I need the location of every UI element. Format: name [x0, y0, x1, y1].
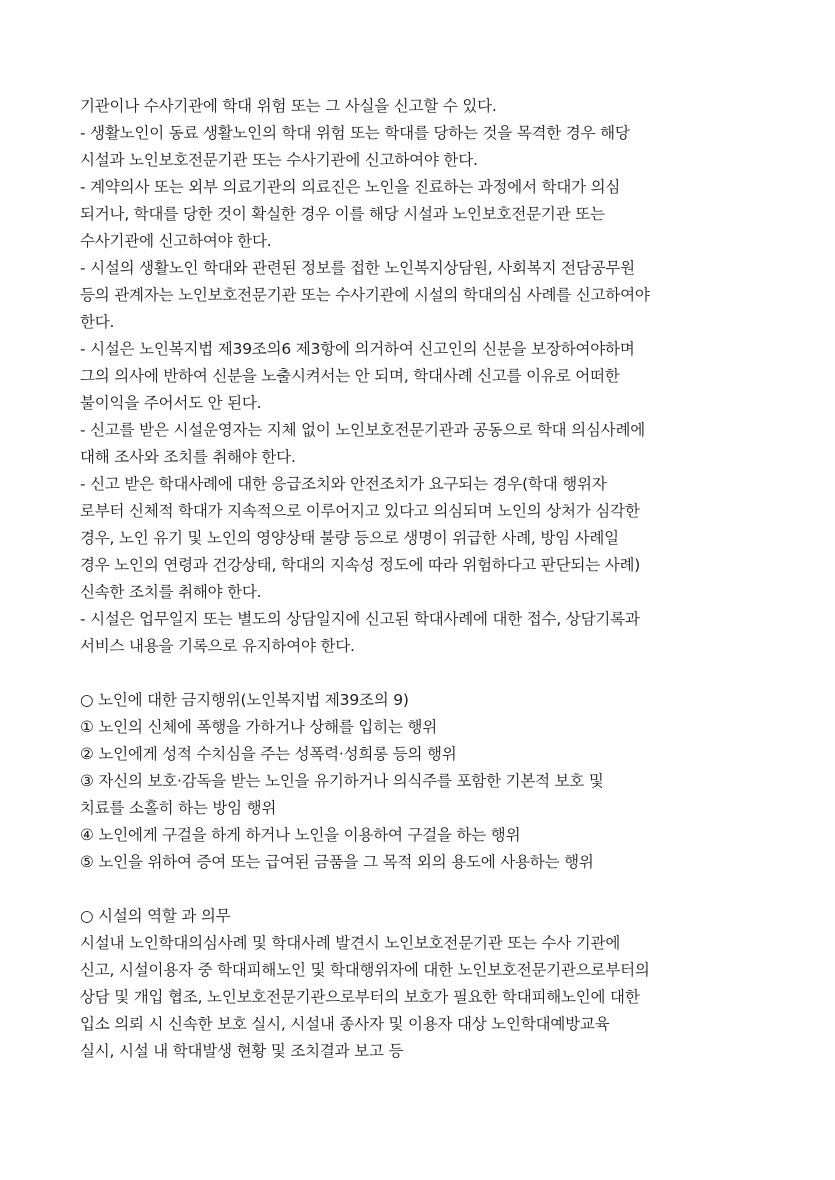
body-text-line: 시설내 노인학대의심사례 및 학대사례 발견시 노인보호전문기관 또는 수사 기관에	[80, 934, 621, 952]
body-text-line: 신고, 시설이용자 중 학대피해노인 및 학대행위자에 대한 노인보호전문기관으로부터의	[80, 961, 650, 979]
body-text-line: - 시설의 생활노인 학대와 관련된 정보를 접한 노인복지상담원, 사회복지 전담공무원	[80, 259, 635, 277]
body-text-line: 수사기관에 신고하여야 한다.	[80, 232, 272, 250]
body-text-line: 되거나, 학대를 당한 것이 확실한 경우 이를 해당 시설과 노인보호전문기관 또는	[80, 205, 605, 223]
body-text-line: - 계약의사 또는 외부 의료기관의 의료진은 노인을 진료하는 과정에서 학대가 의심	[80, 178, 621, 196]
body-text-line: - 신고 받은 학대사례에 대한 응급조치와 안전조치가 요구되는 경우(학대 행위자	[80, 475, 607, 493]
list-item: ① 노인의 신체에 폭행을 가하거나 상해를 입히는 행위	[80, 718, 438, 736]
body-text-line: 입소 의뢰 시 신속한 보호 실시, 시설내 종사자 및 이용자 대상 노인학대예방교육	[80, 1015, 610, 1033]
list-item: ③ 자신의 보호·감독을 받는 노인을 유기하거나 의식주를 포함한 기본적 보호 및	[80, 772, 604, 790]
body-text-line: 시설과 노인보호전문기관 또는 수사기관에 신고하여야 한다.	[80, 151, 478, 169]
body-text-line: - 신고를 받은 시설운영자는 지체 없이 노인보호전문기관과 공동으로 학대 의심사례에	[80, 421, 645, 439]
list-item: ② 노인에게 성적 수치심을 주는 성폭력·성희롱 등의 행위	[80, 745, 457, 763]
list-item: ④ 노인에게 구걸을 하게 하거나 노인을 이용하여 구걸을 하는 행위	[80, 826, 521, 844]
body-text-line: 그의 의사에 반하여 신분을 노출시켜서는 안 되며, 학대사례 신고를 이유로 어떠한	[80, 367, 620, 385]
body-text-line: 로부터 신체적 학대가 지속적으로 이루어지고 있다고 의심되며 노인의 상처가 심각한	[80, 502, 640, 520]
body-text-line: 신속한 조치를 취해야 한다.	[80, 583, 262, 601]
body-text-line: 기관이나 수사기관에 학대 위험 또는 그 사실을 신고할 수 있다.	[80, 97, 497, 115]
body-text-line: - 시설은 노인복지법 제39조의6 제3항에 의거하여 신고인의 신분을 보장하여야하며	[80, 340, 635, 358]
body-text-line: 불이익을 주어서도 안 된다.	[80, 394, 262, 412]
body-text-line: - 생활노인이 동료 생활노인의 학대 위험 또는 학대를 당하는 것을 목격한 경우 해당	[80, 124, 630, 142]
list-item: 치료를 소홀히 하는 방임 행위	[80, 799, 277, 817]
body-text-line: - 시설은 업무일지 또는 별도의 상담일지에 신고된 학대사례에 대한 접수, 상담기록과	[80, 610, 640, 628]
body-text-line: 등의 관계자는 노인보호전문기관 또는 수사기관에 시설의 학대의심 사례를 신고하여야	[80, 286, 650, 304]
body-text-line: 대해 조사와 조치를 취해야 한다.	[80, 448, 296, 466]
body-text-line: 경우, 노인 유기 및 노인의 영양상태 불량 등으로 생명이 위급한 사례, 방임 사례일	[80, 529, 619, 547]
body-text-line: 한다.	[80, 313, 115, 331]
body-text-line: 상담 및 개입 협조, 노인보호전문기관으로부터의 보호가 필요한 학대피해노인에 대한	[80, 988, 640, 1006]
body-text-line: 서비스 내용을 기록으로 유지하여야 한다.	[80, 637, 355, 655]
list-item: ⑤ 노인을 위하여 증여 또는 급여된 금품을 그 목적 외의 용도에 사용하는 행위	[80, 853, 594, 871]
section-heading-roles-duties: ○ 시설의 역할 과 의무	[80, 907, 231, 925]
section-heading-prohibited-acts: ○ 노인에 대한 금지행위(노인복지법 제39조의 9)	[80, 691, 409, 709]
body-text-line: 경우 노인의 연령과 건강상태, 학대의 지속성 정도에 따라 위험하다고 판단되는 사례)	[80, 556, 641, 574]
body-text-line: 실시, 시설 내 학대발생 현황 및 조치결과 보고 등	[80, 1042, 404, 1060]
